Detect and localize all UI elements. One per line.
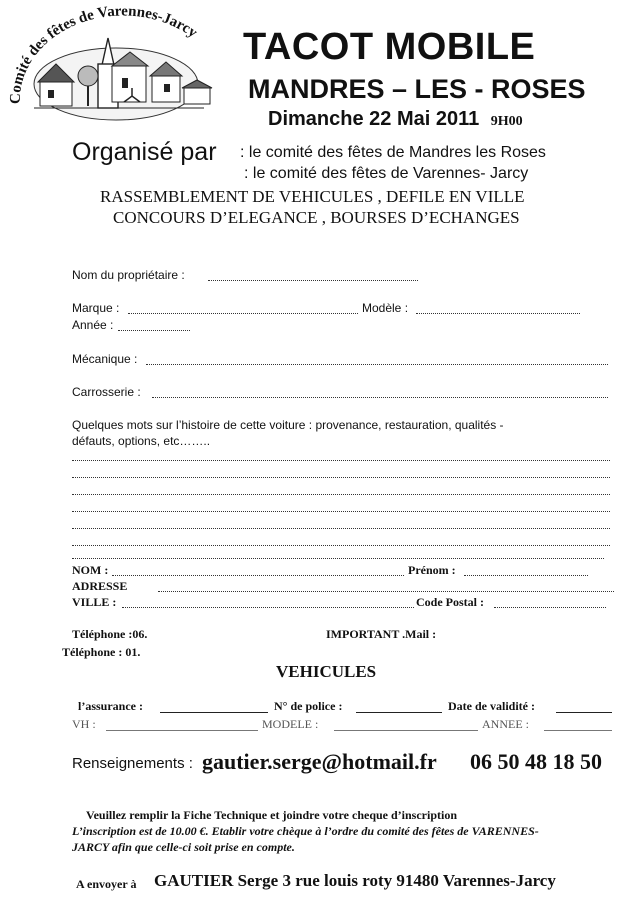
mechanics-field[interactable] [146, 364, 608, 365]
program-line-2: CONCOURS D’ELEGANCE , BOURSES D’ECHANGES [113, 208, 520, 227]
history-line[interactable] [72, 494, 610, 495]
history-label-2: défauts, options, etc…….. [72, 434, 211, 448]
firstname-label: Prénom : [408, 563, 456, 577]
address-field[interactable] [158, 591, 614, 592]
history-label: Quelques mots sur l’histoire de cette voiture : provenance, restauration, qualités - [72, 418, 504, 432]
organizer-line-1: : le comité des fêtes de Mandres les Roses [240, 144, 546, 161]
logo [4, 4, 234, 124]
brand-field[interactable] [128, 313, 358, 314]
town-name: MANDRES – LES - ROSES [248, 74, 586, 104]
history-line[interactable] [72, 477, 610, 478]
history-line[interactable] [72, 460, 610, 461]
info-label: Renseignements : [72, 755, 193, 772]
validity-field[interactable] [556, 712, 612, 713]
page-title: TACOT MOBILE [243, 26, 536, 68]
city-label: VILLE : [72, 595, 117, 609]
owner-field[interactable] [208, 280, 418, 281]
history-line[interactable] [72, 511, 610, 512]
owner-label: Nom du propriétaire : [72, 268, 185, 282]
email-important-label: IMPORTANT .Mail : [326, 627, 437, 641]
program-line-1: RASSEMBLEMENT DE VEHICULES , DEFILE EN VILLE [100, 187, 525, 206]
organizer-line-2: : le comité des fêtes de Varennes- Jarcy [244, 165, 529, 182]
instructions-line-3: JARCY afin que celle-ci soit prise en compte. [72, 840, 295, 854]
year-field[interactable] [118, 330, 190, 331]
vehicle-year-label: ANNEE : [482, 717, 529, 731]
phone-fixed-label: Téléphone : 01. [62, 645, 141, 659]
instructions-line-1: Veuillez remplir la Fiche Technique et joindre votre cheque d’inscription [86, 808, 457, 822]
send-to-address: GAUTIER Serge 3 rue louis roty 91480 Varennes-Jarcy [154, 871, 556, 890]
event-time: 9H00 [490, 114, 523, 129]
village-illustration-icon [4, 4, 234, 124]
city-field[interactable] [122, 607, 414, 608]
organizers-label: Organisé par [72, 138, 217, 166]
insurance-label: l’assurance : [78, 699, 143, 713]
year-label: Année : [72, 318, 114, 332]
vehicle-model-field[interactable] [334, 730, 478, 731]
send-to-label: A envoyer à [76, 877, 137, 891]
body-field[interactable] [152, 397, 608, 398]
body-label: Carrosserie : [72, 385, 141, 399]
postal-code-label: Code Postal : [416, 595, 484, 609]
policy-label: N° de police : [274, 699, 343, 713]
model-field[interactable] [416, 313, 580, 314]
vh-field[interactable] [106, 730, 258, 731]
history-line[interactable] [72, 528, 610, 529]
validity-label: Date de validité : [448, 699, 535, 713]
mechanics-label: Mécanique : [72, 352, 138, 366]
policy-field[interactable] [356, 712, 442, 713]
vehicle-model-label: MODELE : [262, 717, 319, 731]
vh-label: VH : [72, 717, 96, 731]
phone-mobile-label: Téléphone :06. [72, 627, 148, 641]
event-date-text: Dimanche 22 Mai 2011 [268, 108, 480, 130]
contact-email[interactable]: gautier.serge@hotmail.fr [202, 749, 437, 774]
address-label: ADRESSE [72, 579, 128, 593]
vehicles-heading: VEHICULES [276, 662, 377, 681]
history-line[interactable] [72, 545, 610, 546]
model-label: Modèle : [362, 301, 409, 315]
postal-code-field[interactable] [494, 607, 606, 608]
history-line[interactable] [72, 558, 604, 559]
name-field[interactable] [112, 575, 404, 576]
name-label: NOM : [72, 563, 109, 577]
contact-phone: 06 50 48 18 50 [470, 749, 602, 774]
firstname-field[interactable] [464, 575, 588, 576]
logo-arc-text: Comité des fêtes de Varennes-Jarcy [7, 4, 200, 105]
vehicle-year-field[interactable] [544, 730, 612, 731]
insurance-field[interactable] [160, 712, 268, 713]
instructions-line-2: L’inscription est de 10.00 €. Etablir votre chèque à l’ordre du comité des fêtes de VARENNES- [72, 824, 539, 838]
event-date [268, 108, 523, 131]
brand-label: Marque : [72, 301, 120, 315]
